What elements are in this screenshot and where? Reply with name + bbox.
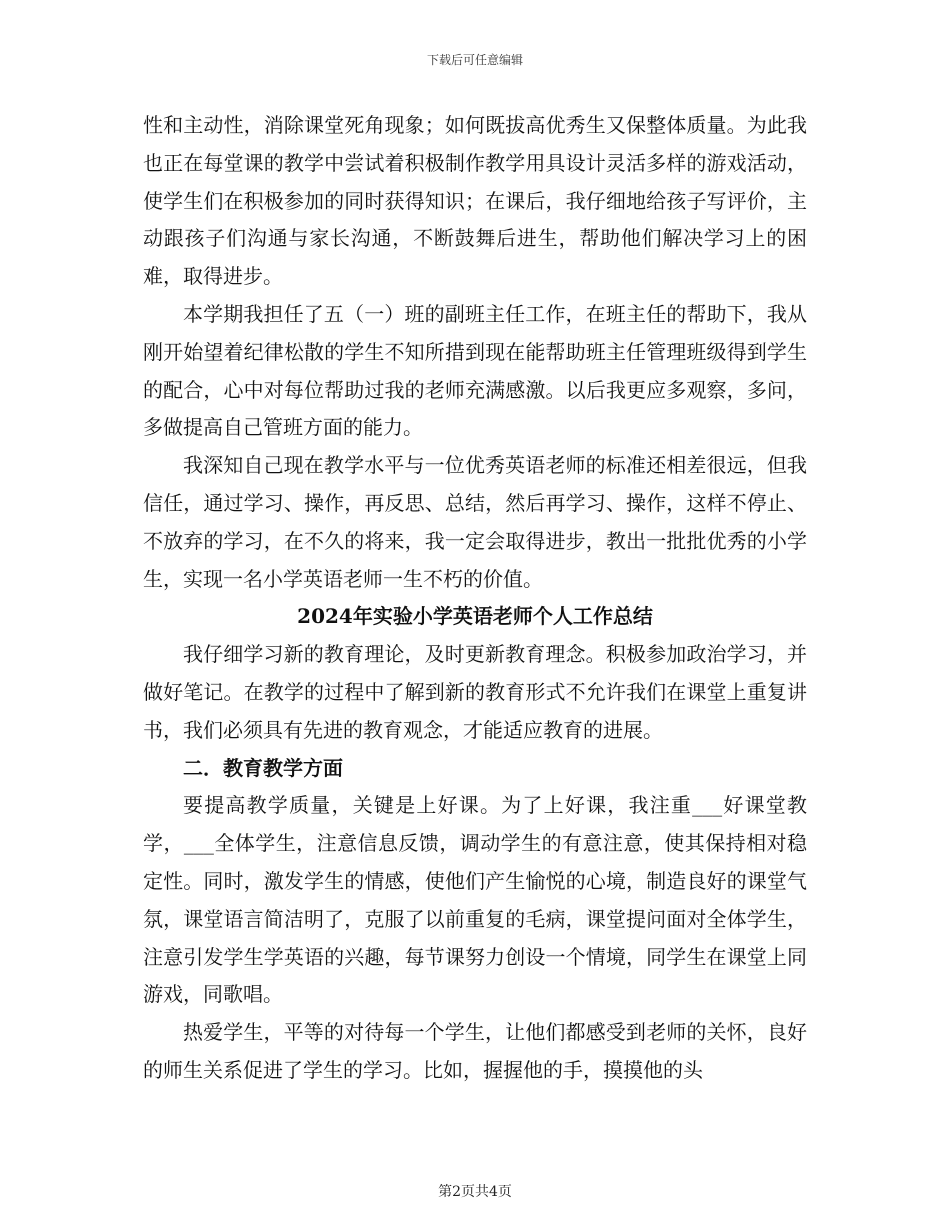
page-header: 下载后可任意编辑 <box>426 53 523 67</box>
document-body <box>143 107 807 1090</box>
paragraph-class-teacher: 本学期我担任了五（一）班的副班主任工作，在班主任的帮助下，我从刚开始望着纪律松散的学生不知所措到现在能帮助班主任管理班级得到学生的配合，心中对每位帮助过我的老师充满感激。以后我更应多观察，多问，多做提高自己管班方面的能力。 <box>143 301 807 440</box>
page-number: 第2页共4页 <box>438 1184 512 1200</box>
paragraph-continuation: 性和主动性，消除课堂死角现象；如何既拔高优秀生又保整体质量。为此我也正在每堂课的教学中尝试着积极制作教学用具设计灵活多样的游戏活动，使学生们在积极参加的同时获得知识；在课后，我仔细地给孩子写评价，主动跟孩子们沟通与家长沟通，不断鼓舞后进生，帮助他们解决学习上的困难，取得进步。 <box>143 113 807 289</box>
paragraph-teaching-quality: 要提高教学质量，关键是上好课。为了上好课，我注重___好课堂教学，___全体学生，注意信息反馈，调动学生的有意注意，使其保持相对稳定性。同时，激发学生的情感，使他们产生愉悦的心境，制造良好的课堂气氛，课堂语言简洁明了，克服了以前重复的毛病，课堂提问面对全体学生，注意引发学生学英语的兴趣，每节课努力创设一个情境，同学生在课堂上同游戏，同歌唱。 <box>143 793 807 1007</box>
document-title: 2024年实验小学英语老师个人工作总结 <box>297 604 653 629</box>
paragraph-self-reflection: 我深知自己现在教学水平与一位优秀英语老师的标准还相差很远，但我信任，通过学习、操作，再反思、总结，然后再学习、操作，这样不停止、不放弃的学习，在不久的将来，我一定会取得进步，教出一批批优秀的小学生，实现一名小学英语老师一生不朽的价值。 <box>143 453 807 591</box>
paragraph-theory-study: 我仔细学习新的教育理论，及时更新教育理念。积极参加政治学习，并做好笔记。在教学的过程中了解到新的教育形式不允许我们在课堂上重复讲书，我们必须具有先进的教育观念，才能适应教育的进展。 <box>143 642 807 742</box>
section-heading: 二．教育教学方面 <box>183 755 343 780</box>
paragraph-love-students: 热爱学生，平等的对待每一个学生，让他们都感受到老师的关怀，良好的师生关系促进了学生的学习。比如，握握他的手，摸摸他的头 <box>143 1020 807 1082</box>
